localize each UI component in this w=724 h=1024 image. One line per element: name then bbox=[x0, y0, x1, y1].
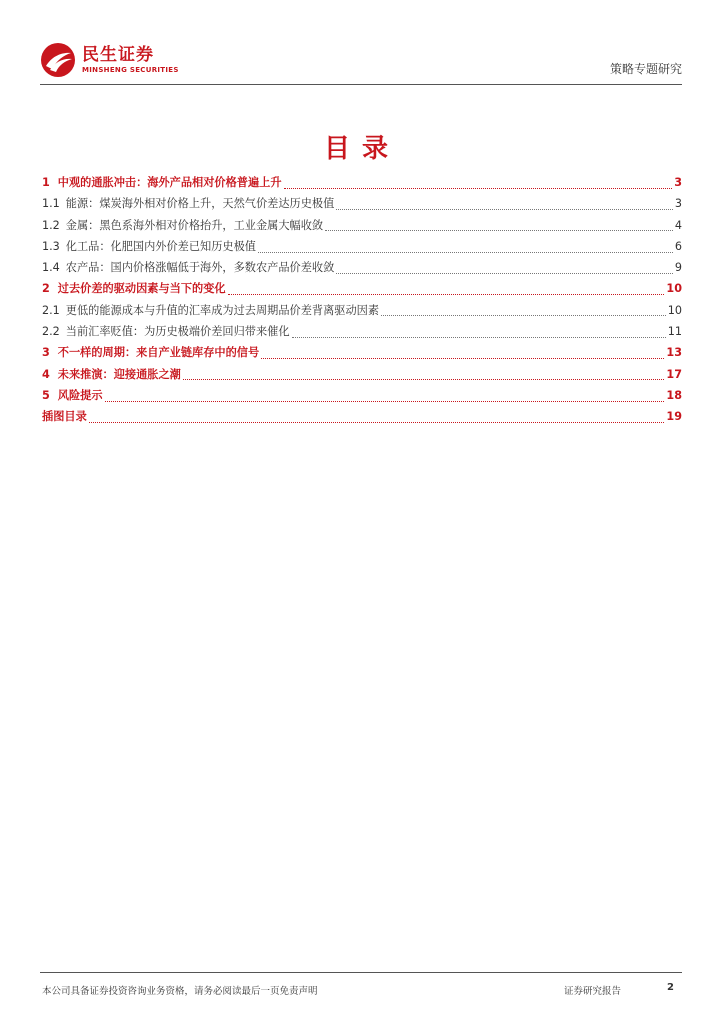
footer-divider bbox=[40, 972, 682, 973]
toc-entry-page: 4 bbox=[674, 218, 682, 232]
header-divider bbox=[40, 84, 682, 85]
page-title: 目录 bbox=[323, 134, 400, 164]
toc-entry-page: 17 bbox=[666, 367, 682, 381]
toc-leader-dots bbox=[183, 378, 665, 380]
minsheng-logo-icon bbox=[40, 42, 76, 78]
toc-entry[interactable] bbox=[42, 238, 682, 259]
toc-entry-page: 11 bbox=[667, 325, 682, 339]
toc-entry-label: 过去价差的驱动因素与当下的变化 bbox=[57, 282, 226, 296]
toc-entry-page: 10 bbox=[666, 282, 682, 296]
toc-entry-number: 3 bbox=[42, 346, 50, 360]
toc-entry-page: 13 bbox=[666, 346, 682, 360]
toc-entry-label: 能源：煤炭海外相对价格上升，天然气价差达历史极值 bbox=[65, 197, 335, 211]
toc-entry-page: 3 bbox=[674, 197, 682, 211]
toc-entry-label: 未来推演：迎接通胀之潮 bbox=[57, 367, 181, 381]
report-type: 策略专题研究 bbox=[609, 62, 682, 76]
toc-entry-number: 1.1 bbox=[42, 197, 60, 211]
logo-chinese-name: 民生证券 bbox=[82, 45, 154, 65]
toc-leader-dots bbox=[228, 293, 665, 295]
footer-disclaimer: 本公司具备证券投资咨询业务资格，请务必阅读最后一页免责声明 bbox=[42, 986, 318, 997]
toc-entry-label: 化工品：化肥国内外价差已知历史极值 bbox=[65, 239, 256, 253]
toc-entry[interactable] bbox=[42, 387, 682, 408]
toc-entry-label: 当前汇率贬值：为历史极端价差回归带来催化 bbox=[65, 325, 290, 339]
minsheng-logo bbox=[40, 40, 179, 80]
toc-leader-dots bbox=[105, 400, 665, 402]
toc-leader-dots bbox=[261, 357, 664, 359]
toc-entry-label: 插图目录 bbox=[42, 410, 87, 424]
toc-entry-number: 4 bbox=[42, 367, 50, 381]
toc-entry[interactable] bbox=[42, 302, 682, 323]
page-header bbox=[40, 40, 682, 84]
toc-entry-number: 1.3 bbox=[42, 239, 60, 253]
toc-entry-page: 9 bbox=[674, 261, 682, 275]
toc-entry[interactable] bbox=[42, 195, 682, 216]
table-of-contents bbox=[42, 174, 682, 430]
toc-entry-page: 3 bbox=[674, 176, 682, 189]
toc-entry-label: 风险提示 bbox=[57, 388, 103, 402]
footer-page-number: 2 bbox=[667, 982, 674, 993]
toc-leader-dots bbox=[336, 208, 673, 210]
toc-leader-dots bbox=[292, 336, 666, 338]
toc-entry-label: 更低的能源成本与升值的汇率成为过去周期品价差背离驱动因素 bbox=[65, 303, 380, 317]
toc-entry-number: 1 bbox=[42, 176, 50, 189]
toc-entry-label: 农产品：国内价格涨幅低于海外，多数农产品价差收敛 bbox=[65, 261, 335, 275]
logo-english-name: MINSHENG SECURITIES bbox=[82, 66, 179, 74]
toc-entry[interactable] bbox=[42, 259, 682, 280]
toc-leader-dots bbox=[381, 314, 666, 316]
toc-leader-dots bbox=[89, 421, 665, 423]
toc-entry[interactable] bbox=[42, 217, 682, 238]
toc-entry-label: 不一样的周期：来自产业链库存中的信号 bbox=[57, 346, 260, 360]
footer-doc-type: 证券研究报告 bbox=[564, 986, 622, 997]
toc-leader-dots bbox=[325, 229, 673, 231]
toc-entry[interactable] bbox=[42, 408, 682, 429]
toc-entry-page: 6 bbox=[674, 239, 682, 253]
toc-entry-number: 2 bbox=[42, 282, 50, 296]
toc-leader-dots bbox=[284, 187, 673, 189]
toc-entry[interactable] bbox=[42, 344, 682, 365]
toc-leader-dots bbox=[258, 251, 673, 253]
toc-entry-number: 2.2 bbox=[42, 325, 60, 339]
toc-entry[interactable] bbox=[42, 174, 682, 195]
toc-entry[interactable] bbox=[42, 280, 682, 301]
toc-entry[interactable] bbox=[42, 323, 682, 344]
toc-entry-label: 金属：黑色系海外相对价格抬升，工业金属大幅收敛 bbox=[65, 218, 324, 232]
toc-entry-number: 1.4 bbox=[42, 261, 60, 275]
toc-entry[interactable] bbox=[42, 366, 682, 387]
toc-entry-page: 19 bbox=[666, 410, 682, 424]
toc-entry-number: 2.1 bbox=[42, 303, 60, 317]
toc-entry-page: 10 bbox=[667, 303, 682, 317]
toc-entry-number: 1.2 bbox=[42, 218, 60, 232]
toc-entry-label: 中观的通胀冲击：海外产品相对价格普遍上升 bbox=[57, 176, 282, 189]
toc-leader-dots bbox=[336, 272, 673, 274]
toc-entry-number: 5 bbox=[42, 388, 50, 402]
toc-entry-page: 18 bbox=[666, 388, 682, 402]
